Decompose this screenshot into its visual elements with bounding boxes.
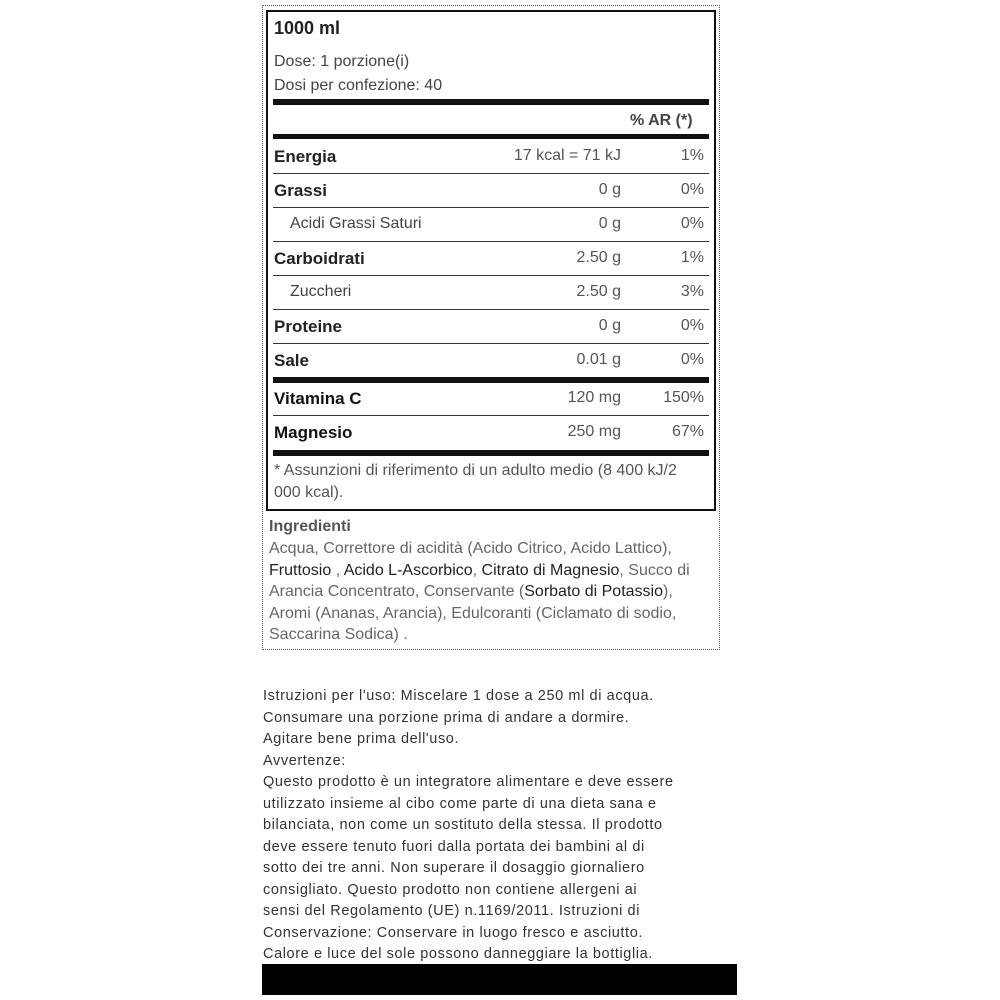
nutrient-name: Energia <box>274 147 337 166</box>
nutrient-name: Zuccheri <box>290 283 352 300</box>
nutrient-row-energia <box>274 143 706 171</box>
nutrient-ar-percent: 67% <box>671 423 704 440</box>
ingredients-part: Acqua, Correttore di acidità (Acido Citrico, Acido Lattico), <box>269 540 672 557</box>
instruction-line: Questo prodotto è un integratore alimentare e deve essere <box>263 774 674 790</box>
nutrient-row-carboidrati <box>274 245 706 273</box>
nutrient-amount: 0 g <box>598 181 621 198</box>
nutrient-name: Sale <box>274 351 309 370</box>
nutrient-ar-percent: 1% <box>680 249 704 266</box>
nutrient-row-sale <box>274 347 706 375</box>
ingredient-highlight: Sorbato di Potassio <box>524 583 663 600</box>
instruction-line: bilanciata, non come un sostituto della stessa. Il prodotto <box>263 817 663 833</box>
instruction-line: Conservazione: Conservare in luogo fresco e asciutto. <box>263 924 643 941</box>
ingredient-highlight: Fruttosio <box>269 561 332 579</box>
divider-thick <box>273 134 709 139</box>
instruction-line: Consumare una porzione prima di andare a dormire. <box>263 709 630 726</box>
divider <box>273 207 709 208</box>
nutrient-ar-percent: 1% <box>680 147 704 164</box>
ingredient-highlight: Acido L-Ascorbico <box>343 561 473 579</box>
servings-per-pack: Dosi per confezione: 40 <box>274 77 443 94</box>
nutrient-row-proteine <box>274 313 706 341</box>
usage-instructions <box>263 686 743 966</box>
nutrient-name: Proteine <box>274 317 343 336</box>
instruction-line: Agitare bene prima dell'uso. <box>263 731 460 747</box>
nutrient-row-grassi <box>274 177 706 205</box>
serving-dose: Dose: 1 porzione(i) <box>274 53 410 70</box>
black-bar <box>262 964 737 995</box>
instruction-line: consigliato. Questo prodotto non contiene allergeni ai <box>263 881 638 898</box>
ar-column-header: % AR (*) <box>630 112 693 129</box>
instruction-line: Istruzioni per l'uso: Miscelare 1 dose a 250 ml di acqua. <box>263 688 654 704</box>
divider <box>273 309 709 310</box>
ingredients-part: ), Aromi (Ananas, Arancia), Edulcoranti (Ciclamato di sodio, Saccarina Sodica) . <box>269 583 677 643</box>
nutrient-amount: 2.50 g <box>576 249 621 266</box>
instruction-line: Avvertenze: <box>263 752 346 769</box>
nutrient-ar-percent: 0% <box>680 317 704 334</box>
nutrient-row-acidi-grassi-saturi <box>274 211 706 239</box>
nutrient-row-magnesio <box>274 419 706 447</box>
divider <box>273 415 709 416</box>
nutrient-ar-percent: 0% <box>680 215 704 232</box>
ingredients-part: , <box>472 561 482 579</box>
ingredients-part: , Succo di Arancia Concentrato, Conservante ( <box>269 561 690 600</box>
nutrient-name: Vitamina C <box>274 389 362 408</box>
nutrient-amount: 0.01 g <box>576 351 621 368</box>
instruction-line: deve essere tenuto fuori dalla portata dei bambini al di <box>263 838 645 855</box>
nutrient-name: Grassi <box>274 181 327 200</box>
nutrient-name: Acidi Grassi Saturi <box>290 215 422 232</box>
nutrient-ar-percent: 150% <box>663 389 704 406</box>
ingredient-highlight: Citrato di Magnesio <box>481 561 620 579</box>
nutrient-ar-percent: 0% <box>680 351 704 368</box>
divider <box>273 241 709 242</box>
nutrient-amount: 0 g <box>598 317 621 334</box>
nutrient-amount: 2.50 g <box>576 283 621 300</box>
divider <box>273 173 709 174</box>
instruction-line: Calore e luce del sole possono danneggiare la bottiglia. <box>263 946 653 962</box>
nutrient-amount: 250 mg <box>567 423 621 440</box>
divider-thick <box>273 99 709 105</box>
ingredients-text <box>269 538 717 646</box>
nutrient-row-zuccheri <box>274 279 706 307</box>
ingredients-part: , <box>331 561 344 579</box>
nutrient-ar-percent: 3% <box>680 283 704 300</box>
instruction-line: sensi del Regolamento (UE) n.1169/2011. Istruzioni di <box>263 903 641 919</box>
nutrient-name: Magnesio <box>274 423 353 442</box>
instruction-line: utilizzato insieme al cibo come parte di una dieta sana e <box>263 795 657 812</box>
divider <box>273 275 709 276</box>
instruction-line: sotto dei tre anni. Non superare il dosaggio giornaliero <box>263 860 645 876</box>
reference-footnote: * Assunzioni di riferimento di un adulto medio (8 400 kJ/2 000 kcal). <box>274 462 677 501</box>
nutrient-name: Carboidrati <box>274 249 365 268</box>
nutrient-ar-percent: 0% <box>680 181 704 198</box>
divider-thick <box>273 377 709 383</box>
package-size: 1000 ml <box>274 18 341 38</box>
divider-thick <box>273 450 709 456</box>
nutrient-amount: 0 g <box>598 215 621 232</box>
ingredients-title: Ingredienti <box>269 518 351 535</box>
nutrient-row-vitamina-c <box>274 385 706 413</box>
nutrient-amount: 120 mg <box>567 389 621 406</box>
divider <box>273 343 709 344</box>
nutrient-amount: 17 kcal = 71 kJ <box>513 147 621 164</box>
